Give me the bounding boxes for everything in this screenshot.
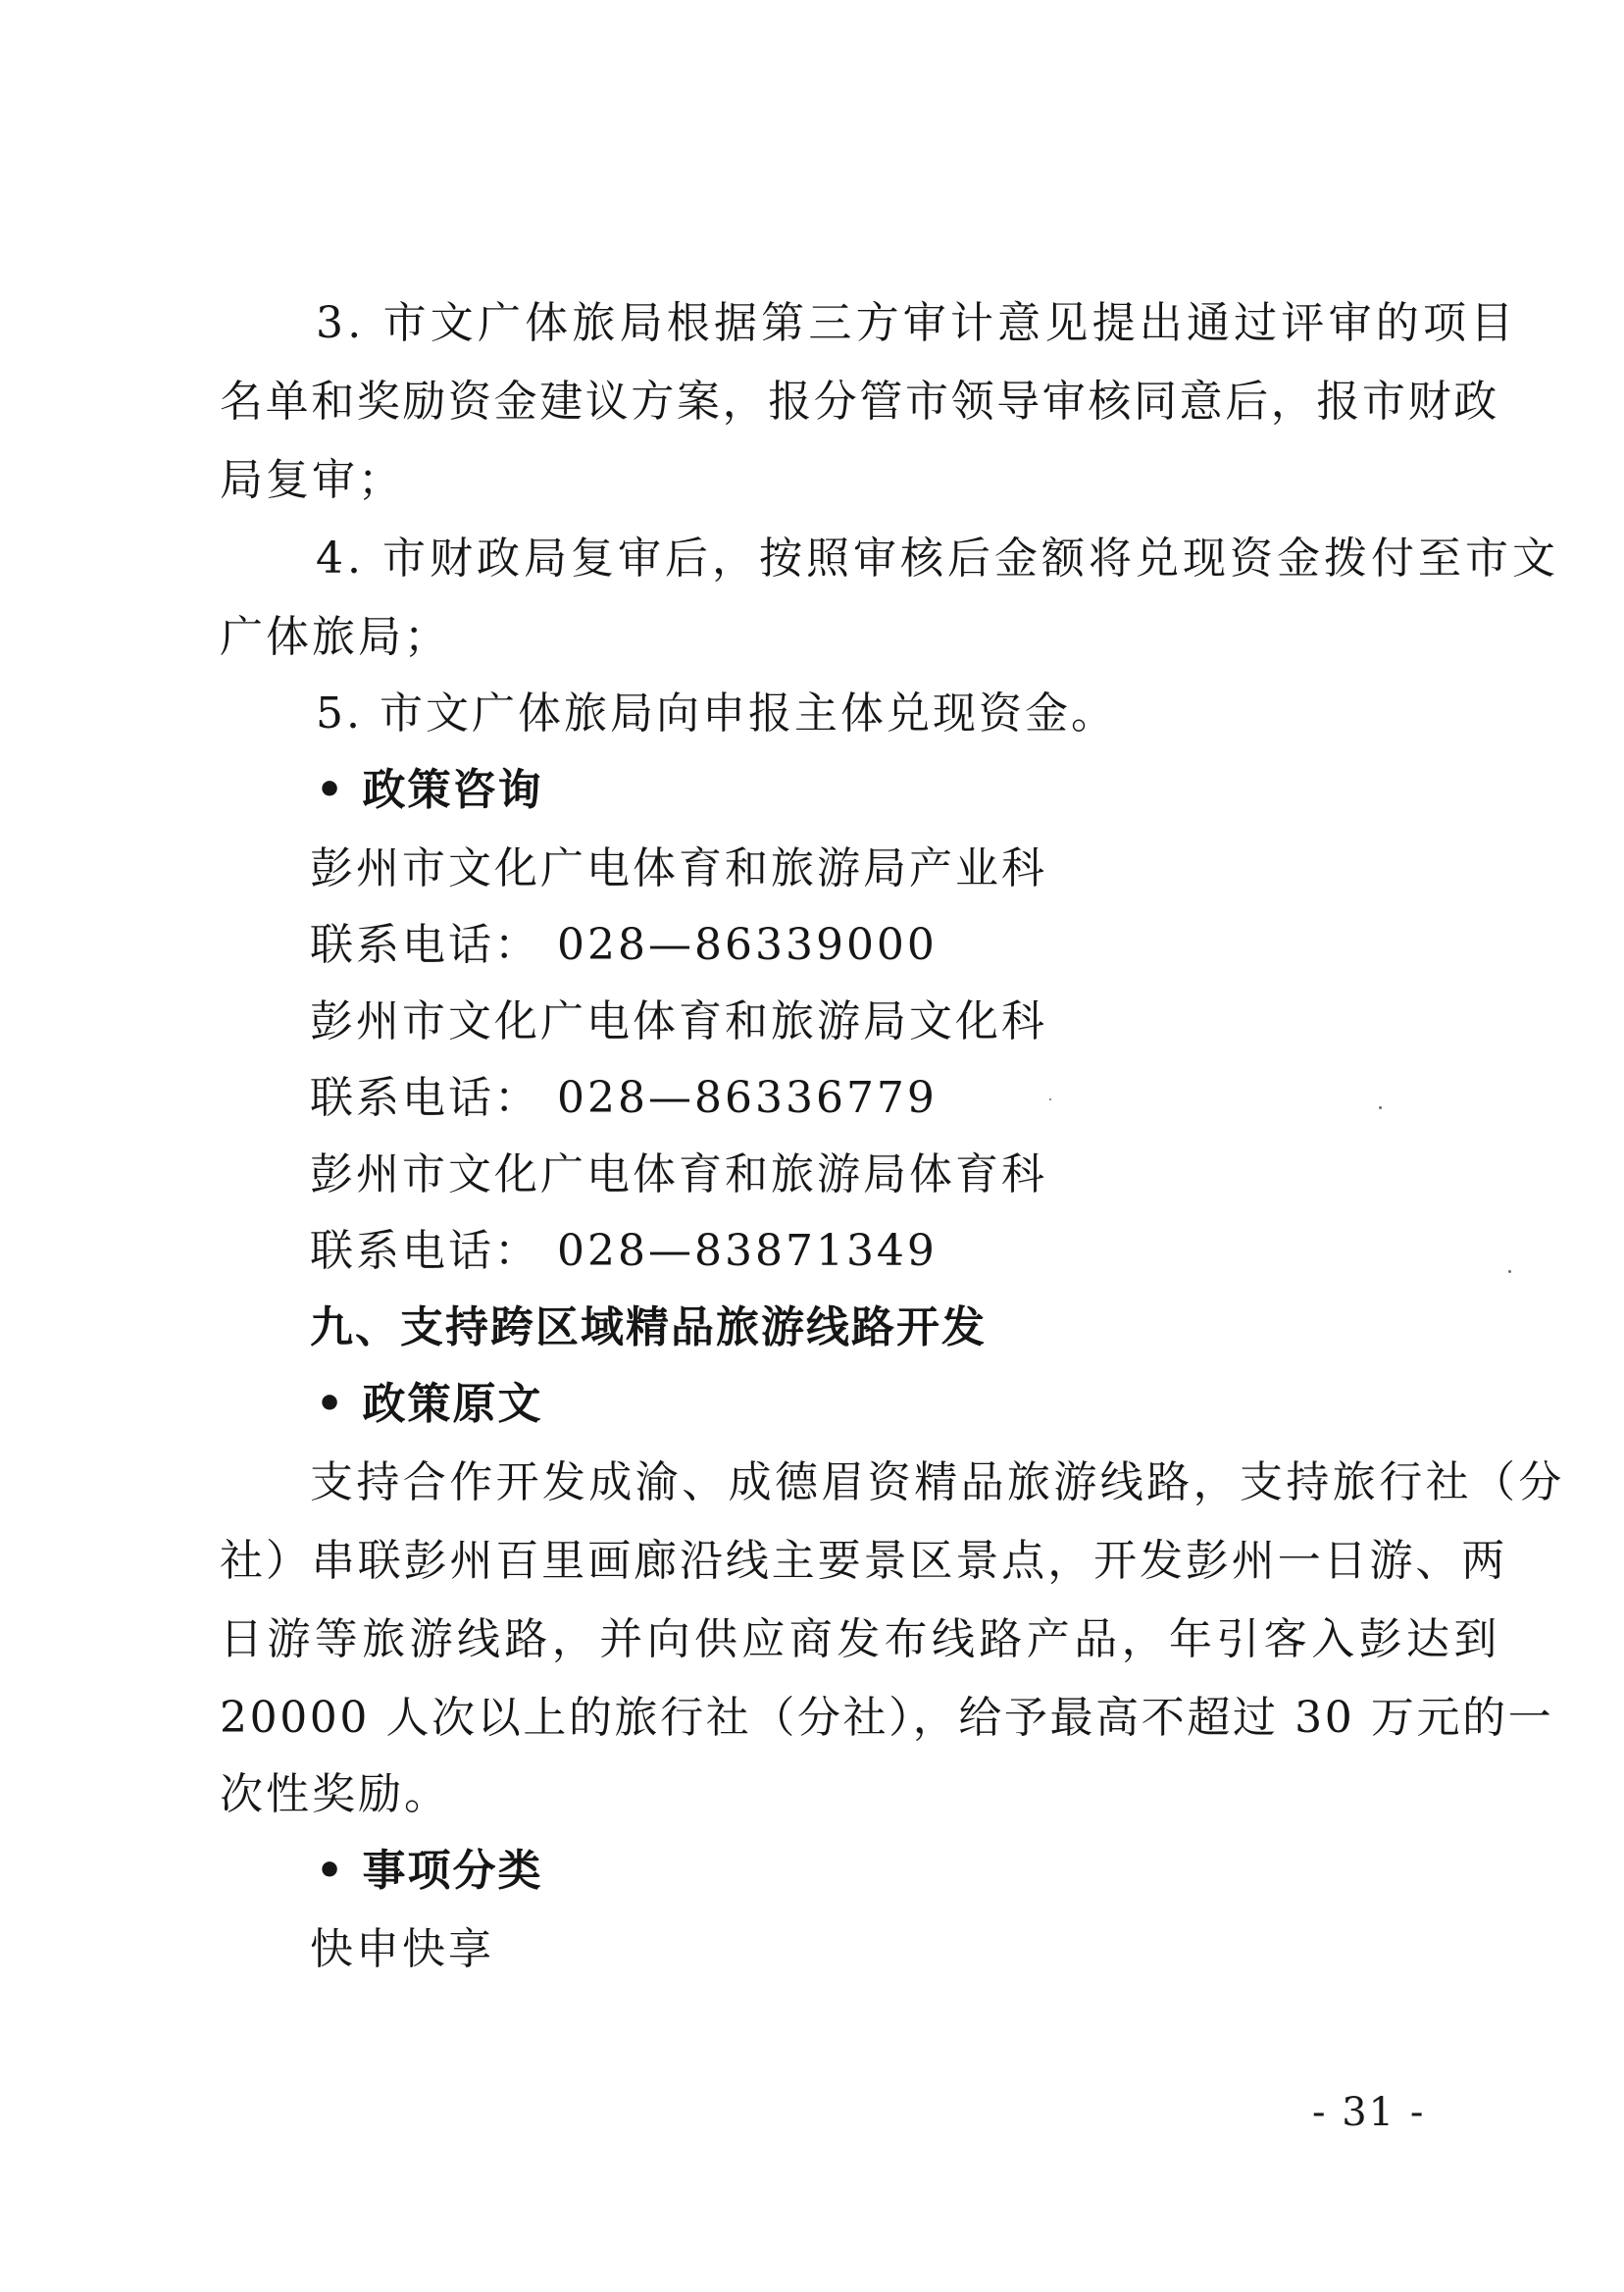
step5-line1: 5. 市文广体旅局向申报主体兑现资金。 xyxy=(316,688,1117,739)
contact-phone: 联系电话： 028—83871349 xyxy=(310,1226,938,1276)
contact-phone: 联系电话： 028—86336779 xyxy=(310,1073,938,1123)
contact-department: 彭州市文化广电体育和旅游局文化科 xyxy=(310,996,1047,1046)
policy-text-line3: 日游等旅游线路，并向供应商发布线路产品，年引客入彭达到 xyxy=(220,1614,1501,1664)
policy-text-line2: 社）串联彭州百里画廊沿线主要景区景点，开发彭州一日游、两 xyxy=(220,1536,1508,1586)
scan-speck xyxy=(1379,1106,1382,1109)
step3-line2: 名单和奖励资金建议方案，报分管市领导审核同意后，报市财政 xyxy=(220,377,1499,427)
contact-department: 彭州市文化广电体育和旅游局体育科 xyxy=(310,1149,1047,1199)
policy-text-line5: 次性奖励。 xyxy=(220,1769,450,1819)
policy-text-line1: 支持合作开发成渝、成德眉资精品旅游线路，支持旅行社（分 xyxy=(310,1457,1565,1507)
policy-text-line4: 20000 人次以上的旅行社（分社），给予最高不超过 30 万元的一 xyxy=(220,1693,1554,1743)
consultation-heading: • 政策咨询 xyxy=(316,765,543,815)
section9-title: 九、支持跨区域精品旅游线路开发 xyxy=(310,1302,987,1352)
step4-line1: 4. 市财政局复审后，按照审核后金额将兑现资金拨付至市文 xyxy=(316,534,1559,584)
contact-department: 彭州市文化广电体育和旅游局产业科 xyxy=(310,843,1047,893)
scan-speck xyxy=(1508,1270,1511,1273)
step4-line2: 广体旅局； xyxy=(220,612,450,662)
contact-phone: 联系电话： 028—86339000 xyxy=(310,920,938,970)
policy-original-heading: • 政策原文 xyxy=(316,1379,543,1429)
page-number: - 31 - xyxy=(1312,2090,1426,2135)
step3-line1: 3. 市文广体旅局根据第三方审计意见提出通过评审的项目 xyxy=(316,298,1518,348)
step3-line3: 局复审； xyxy=(220,455,404,505)
category-heading: • 事项分类 xyxy=(316,1846,543,1896)
scan-speck xyxy=(1049,1098,1051,1100)
category-value: 快申快享 xyxy=(310,1924,494,1974)
